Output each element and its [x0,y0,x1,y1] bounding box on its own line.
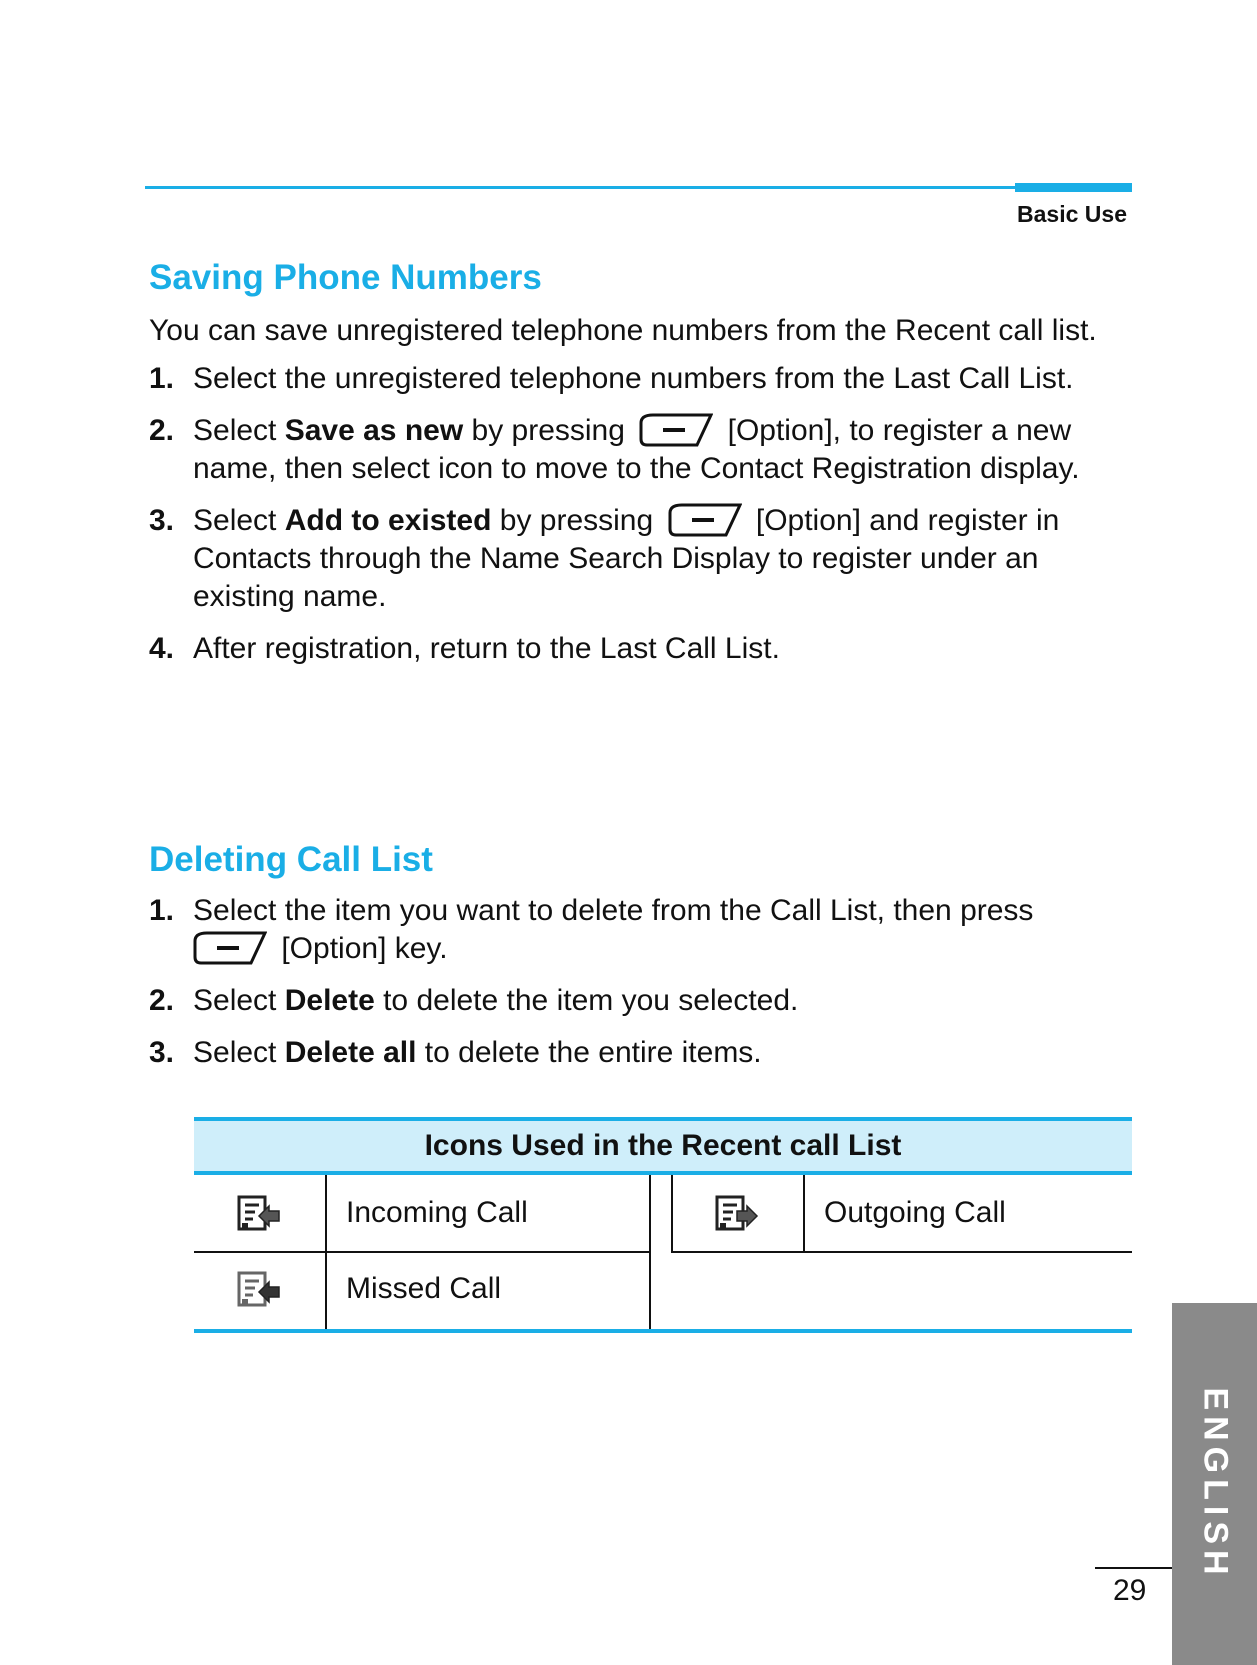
saving-section [149,258,1119,682]
table-row [194,1175,1132,1251]
saving-intro: You can save unregistered telephone numbers from the Recent call list. [149,314,1097,347]
table-bottom-rule [194,1329,1132,1333]
incoming-call-label: Incoming Call [346,1196,528,1229]
missed-call-icon [194,1251,326,1327]
saving-steps [149,360,1119,668]
table-divider [671,1251,1132,1253]
missed-call-label: Missed Call [346,1272,502,1305]
deleting-steps [149,892,1119,1072]
table-divider [194,1251,650,1253]
language-tab [1172,1303,1257,1665]
list-item: 1. Select the item you want to delete from the Call List, then press [Option] key. [149,894,1034,965]
incoming-call-icon [194,1175,326,1251]
header-rule [145,186,1015,189]
list-item: 1. Select the unregistered telephone numbers from the Last Call List. [149,362,1074,395]
option-key-icon [639,413,713,447]
outgoing-call-label: Outgoing Call [824,1196,1006,1229]
table-row [194,1251,1132,1327]
table-divider [325,1175,327,1331]
page-number-rule [1095,1567,1172,1569]
header-rule-accent [1015,183,1132,192]
table-divider [671,1175,673,1253]
outgoing-call-icon [672,1175,804,1251]
saving-title: Saving Phone Numbers [149,258,542,297]
page-number: 29 [1113,1574,1147,1607]
deleting-section [149,840,1119,1086]
list-item: 4. After registration, return to the Last Call List. [149,632,780,665]
icons-table [194,1117,1132,1327]
icons-table-title: Icons Used in the Recent call List [194,1117,1132,1175]
option-key-icon [668,503,742,537]
list-item: 2. Select Delete to delete the item you selected. [149,984,799,1017]
deleting-title: Deleting Call List [149,840,433,879]
language-tab-label: ENGLISH [1196,1387,1234,1581]
table-divider [803,1175,805,1253]
table-divider [649,1175,651,1331]
list-item: 3. Select Add to existed by pressing [Option] and register in Contacts through the Name Search Display to register under an existing name. [149,504,1060,613]
section-label: Basic Use [1017,201,1127,227]
option-key-icon [193,931,267,965]
list-item: 3. Select Delete all to delete the entire items. [149,1036,762,1069]
list-item: 2. Select Save as new by pressing [Option], to register a new name, then select icon to move to the Contact Registration display. [149,414,1080,485]
